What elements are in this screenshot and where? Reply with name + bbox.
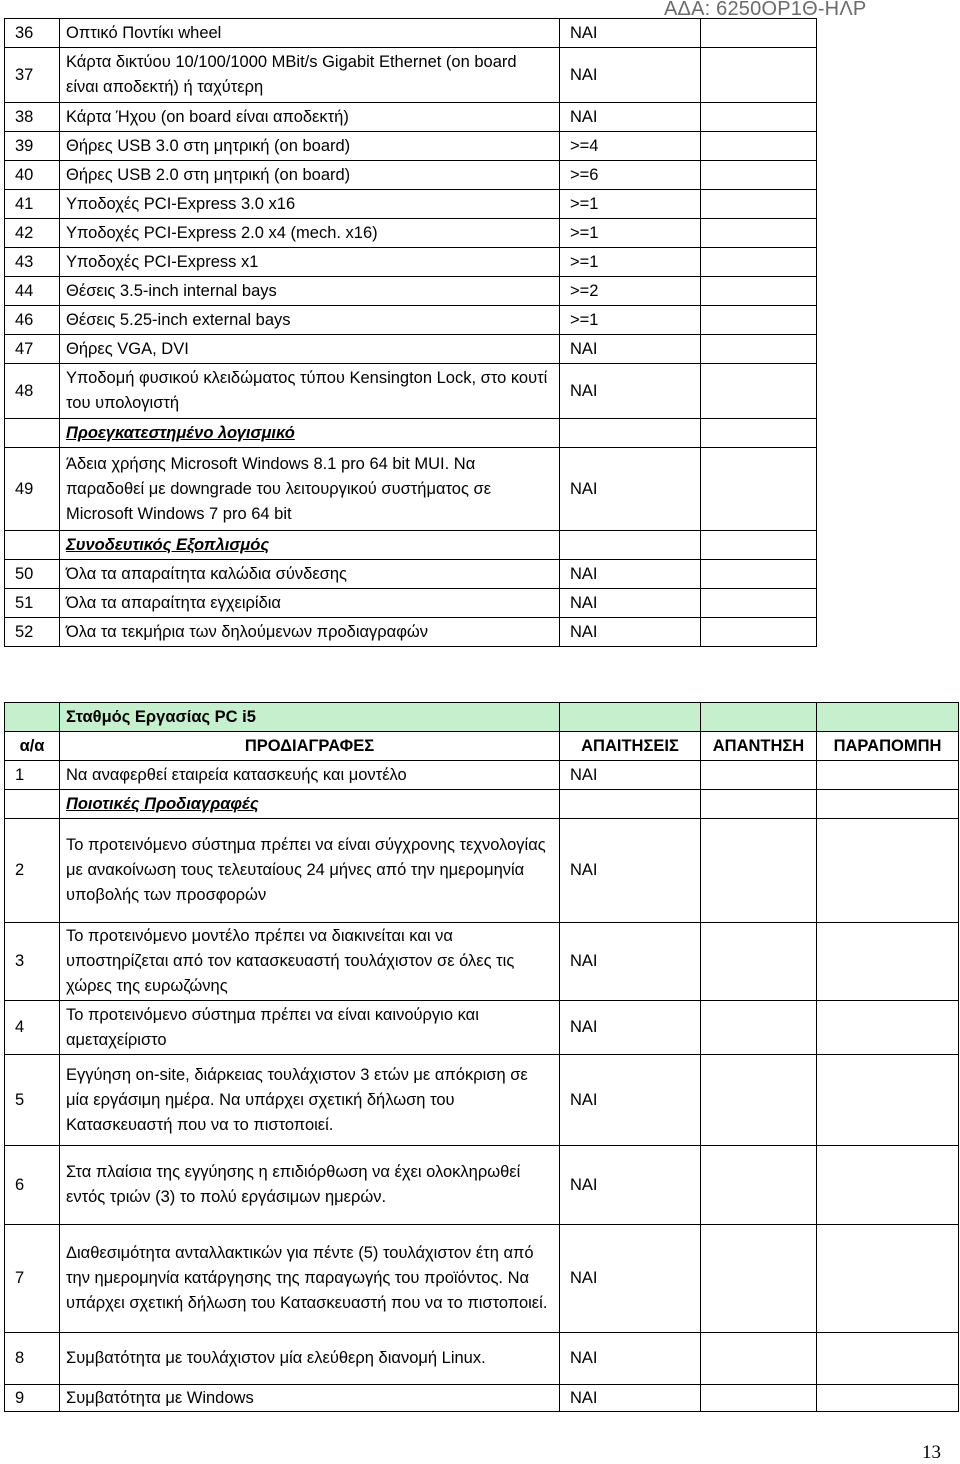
row-number: 41 [5, 190, 60, 219]
section-heading [60, 531, 560, 560]
spec-cell: Το προτεινόμενο σύστημα πρέπει να είναι σύγχρονης τεχνολογίας με ανακοίνωση τους τελευταίους 24 μήνες από την ημερομηνία υποβολής των προσφορών [60, 819, 560, 923]
table-row [5, 306, 817, 335]
reference-cell [817, 1333, 959, 1385]
spec-cell: Όλα τα τεκμήρια των δηλούμενων προδιαγραφών [60, 618, 560, 647]
specs-table-continued [4, 18, 817, 647]
table-row [5, 448, 817, 531]
answer-cell [701, 306, 817, 335]
reference-cell [817, 819, 959, 923]
spec-cell: Εγγύηση on-site, διάρκειας τουλάχιστον 3 ετών με απόκριση σε μία εργάσιμη ημέρα. Να υπάρχει σχετική δήλωση του Κατασκευαστή που να το πιστοποιεί. [60, 1055, 560, 1146]
requirement-cell: ΝΑΙ [560, 103, 701, 132]
answer-cell [701, 618, 817, 647]
table-row [5, 161, 817, 190]
title-cell-answer [701, 703, 817, 732]
header-requirements: ΑΠΑΙΤΗΣΕΙΣ [560, 732, 701, 761]
requirement-cell: ΝΑΙ [560, 1001, 701, 1055]
requirement-cell: >=1 [560, 248, 701, 277]
section-title: Συνοδευτικός Εξοπλισμός [66, 535, 270, 554]
answer-cell [701, 1001, 817, 1055]
row-number: 50 [5, 560, 60, 589]
spec-cell: Θήρες VGA, DVI [60, 335, 560, 364]
spec-cell: Θέσεις 3.5-inch internal bays [60, 277, 560, 306]
section-row [5, 531, 817, 560]
row-number: 49 [5, 448, 60, 531]
requirement-cell: >=2 [560, 277, 701, 306]
reference-cell [817, 1385, 959, 1412]
table-row [5, 1225, 959, 1333]
requirement-cell: ΝΑΙ [560, 1146, 701, 1225]
section-ref-cell [817, 790, 959, 819]
spec-cell: Όλα τα απαραίτητα καλώδια σύνδεσης [60, 560, 560, 589]
title-cell-ref [817, 703, 959, 732]
table-row [5, 103, 817, 132]
requirement-cell: ΝΑΙ [560, 335, 701, 364]
table-row [5, 190, 817, 219]
table-row [5, 560, 817, 589]
header-num: α/α [5, 732, 60, 761]
spec-cell: Οπτικό Ποντίκι wheel [60, 19, 560, 48]
reference-cell [817, 1146, 959, 1225]
table-row [5, 1146, 959, 1225]
answer-cell [701, 1385, 817, 1412]
row-number: 7 [5, 1225, 60, 1333]
answer-cell [701, 190, 817, 219]
row-number: 1 [5, 761, 60, 790]
requirement-cell: >=6 [560, 161, 701, 190]
header-specs: ΠΡΟΔΙΑΓΡΑΦΕΣ [60, 732, 560, 761]
table-title: Σταθμός Εργασίας PC i5 [60, 703, 560, 732]
answer-cell [701, 219, 817, 248]
spec-cell: Το προτεινόμενο σύστημα πρέπει να είναι καινούργιο και αμεταχείριστο [60, 1001, 560, 1055]
answer-cell [701, 1146, 817, 1225]
reference-cell [817, 761, 959, 790]
answer-cell [701, 277, 817, 306]
section-heading [60, 790, 560, 819]
answer-cell [701, 335, 817, 364]
spec-cell: Θήρες USB 3.0 στη μητρική (on board) [60, 132, 560, 161]
answer-cell [701, 1225, 817, 1333]
requirement-cell: ΝΑΙ [560, 589, 701, 618]
answer-cell [701, 1055, 817, 1146]
requirement-cell: ΝΑΙ [560, 923, 701, 1001]
requirement-cell: >=1 [560, 306, 701, 335]
section-row [5, 419, 817, 448]
section-num-cell [5, 419, 60, 448]
row-number: 44 [5, 277, 60, 306]
requirement-cell: ΝΑΙ [560, 761, 701, 790]
answer-cell [701, 560, 817, 589]
requirement-cell: ΝΑΙ [560, 448, 701, 531]
page-number: 13 [922, 1442, 941, 1463]
spec-cell: Κάρτα Ήχου (on board είναι αποδεκτή) [60, 103, 560, 132]
reference-cell [817, 1055, 959, 1146]
row-number: 8 [5, 1333, 60, 1385]
spec-cell: Να αναφερθεί εταιρεία κατασκευής και μοντέλο [60, 761, 560, 790]
table-row [5, 132, 817, 161]
table-row [5, 1333, 959, 1385]
row-number: 5 [5, 1055, 60, 1146]
spec-cell: Υποδομή φυσικού κλειδώματος τύπου Kensington Lock, στο κουτί του υπολογιστή [60, 364, 560, 419]
requirement-cell: >=1 [560, 219, 701, 248]
spec-cell: Διαθεσιμότητα ανταλλακτικών για πέντε (5) τουλάχιστον έτη από την ημερομηνία κατάργησης της παραγωγής του προϊόντος. Να υπάρχει σχετική δήλωση του Κατασκευαστή που να το πιστοποιεί. [60, 1225, 560, 1333]
spec-cell: Στα πλαίσια της εγγύησης η επιδιόρθωση να έχει ολοκληρωθεί εντός τριών (3) το πολύ εργάσιμων ημερών. [60, 1146, 560, 1225]
answer-cell [701, 48, 817, 103]
requirement-cell: ΝΑΙ [560, 1385, 701, 1412]
table-row [5, 19, 817, 48]
table-row [5, 248, 817, 277]
requirement-cell: ΝΑΙ [560, 1055, 701, 1146]
reference-cell [817, 1225, 959, 1333]
requirement-cell: ΝΑΙ [560, 618, 701, 647]
section-title: Ποιοτικές Προδιαγραφές [66, 794, 259, 813]
answer-cell [701, 923, 817, 1001]
section-req-cell [560, 531, 701, 560]
table-row [5, 923, 959, 1001]
table-row [5, 589, 817, 618]
row-number: 2 [5, 819, 60, 923]
title-cell-req [560, 703, 701, 732]
workstation-specs-table [4, 702, 959, 1412]
row-number: 3 [5, 923, 60, 1001]
answer-cell [701, 19, 817, 48]
spec-cell: Θέσεις 5.25-inch external bays [60, 306, 560, 335]
row-number: 42 [5, 219, 60, 248]
section-answer-cell [701, 531, 817, 560]
answer-cell [701, 761, 817, 790]
row-number: 52 [5, 618, 60, 647]
section-row [5, 790, 959, 819]
row-number: 46 [5, 306, 60, 335]
spec-cell: Το προτεινόμενο μοντέλο πρέπει να διακινείται και να υποστηρίζεται από τον κατασκευαστή τουλάχιστον σε όλες τις χώρες της ευρωζώνης [60, 923, 560, 1001]
requirement-cell: ΝΑΙ [560, 48, 701, 103]
spec-cell: Συμβατότητα με Windows [60, 1385, 560, 1412]
header-answer: ΑΠΑΝΤΗΣΗ [701, 732, 817, 761]
section-title: Προεγκατεστημένο λογισμικό [66, 423, 295, 442]
requirement-cell: ΝΑΙ [560, 19, 701, 48]
requirement-cell: ΝΑΙ [560, 560, 701, 589]
table-row [5, 48, 817, 103]
answer-cell [701, 1333, 817, 1385]
reference-cell [817, 923, 959, 1001]
spec-cell: Θήρες USB 2.0 στη μητρική (on board) [60, 161, 560, 190]
row-number: 38 [5, 103, 60, 132]
row-number: 9 [5, 1385, 60, 1412]
row-number: 36 [5, 19, 60, 48]
answer-cell [701, 819, 817, 923]
document-id-header: ΑΔΑ: 6250ΟΡ1Θ-ΗΛΡ [664, 0, 867, 20]
requirement-cell: ΝΑΙ [560, 819, 701, 923]
section-answer-cell [701, 419, 817, 448]
table-row [5, 364, 817, 419]
section-num-cell [5, 531, 60, 560]
spec-cell: Υποδοχές PCI-Express 3.0 x16 [60, 190, 560, 219]
answer-cell [701, 103, 817, 132]
table-row [5, 819, 959, 923]
requirement-cell: >=1 [560, 190, 701, 219]
section-num-cell [5, 790, 60, 819]
spec-cell: Άδεια χρήσης Microsoft Windows 8.1 pro 64 bit MUI. Να παραδοθεί με downgrade του λειτουργικού συστήματος σε Microsoft Windows 7 pro 64 bit [60, 448, 560, 531]
table-row [5, 618, 817, 647]
answer-cell [701, 132, 817, 161]
row-number: 37 [5, 48, 60, 103]
spec-cell: Συμβατότητα με τουλάχιστον μία ελεύθερη διανομή Linux. [60, 1333, 560, 1385]
requirement-cell: ΝΑΙ [560, 1333, 701, 1385]
row-number: 48 [5, 364, 60, 419]
section-heading [60, 419, 560, 448]
answer-cell [701, 589, 817, 618]
requirement-cell: ΝΑΙ [560, 364, 701, 419]
row-number: 51 [5, 589, 60, 618]
title-cell-num [5, 703, 60, 732]
row-number: 6 [5, 1146, 60, 1225]
table-row [5, 1385, 959, 1412]
table-row [5, 761, 959, 790]
table-row [5, 1055, 959, 1146]
section-req-cell [560, 790, 701, 819]
row-number: 40 [5, 161, 60, 190]
row-number: 39 [5, 132, 60, 161]
table-row [5, 277, 817, 306]
requirement-cell: ΝΑΙ [560, 1225, 701, 1333]
header-reference: ΠΑΡΑΠΟΜΠΗ [817, 732, 959, 761]
section-answer-cell [701, 790, 817, 819]
table-row [5, 219, 817, 248]
row-number: 4 [5, 1001, 60, 1055]
row-number: 43 [5, 248, 60, 277]
answer-cell [701, 161, 817, 190]
row-number: 47 [5, 335, 60, 364]
spec-cell: Όλα τα απαραίτητα εγχειρίδια [60, 589, 560, 618]
table-row [5, 1001, 959, 1055]
answer-cell [701, 364, 817, 419]
section-req-cell [560, 419, 701, 448]
reference-cell [817, 1001, 959, 1055]
requirement-cell: >=4 [560, 132, 701, 161]
answer-cell [701, 248, 817, 277]
table-row [5, 335, 817, 364]
spec-cell: Κάρτα δικτύου 10/100/1000 MBit/s Gigabit Ethernet (on board είναι αποδεκτή) ή ταχύτερη [60, 48, 560, 103]
spec-cell: Υποδοχές PCI-Express x1 [60, 248, 560, 277]
spec-cell: Υποδοχές PCI-Express 2.0 x4 (mech. x16) [60, 219, 560, 248]
answer-cell [701, 448, 817, 531]
